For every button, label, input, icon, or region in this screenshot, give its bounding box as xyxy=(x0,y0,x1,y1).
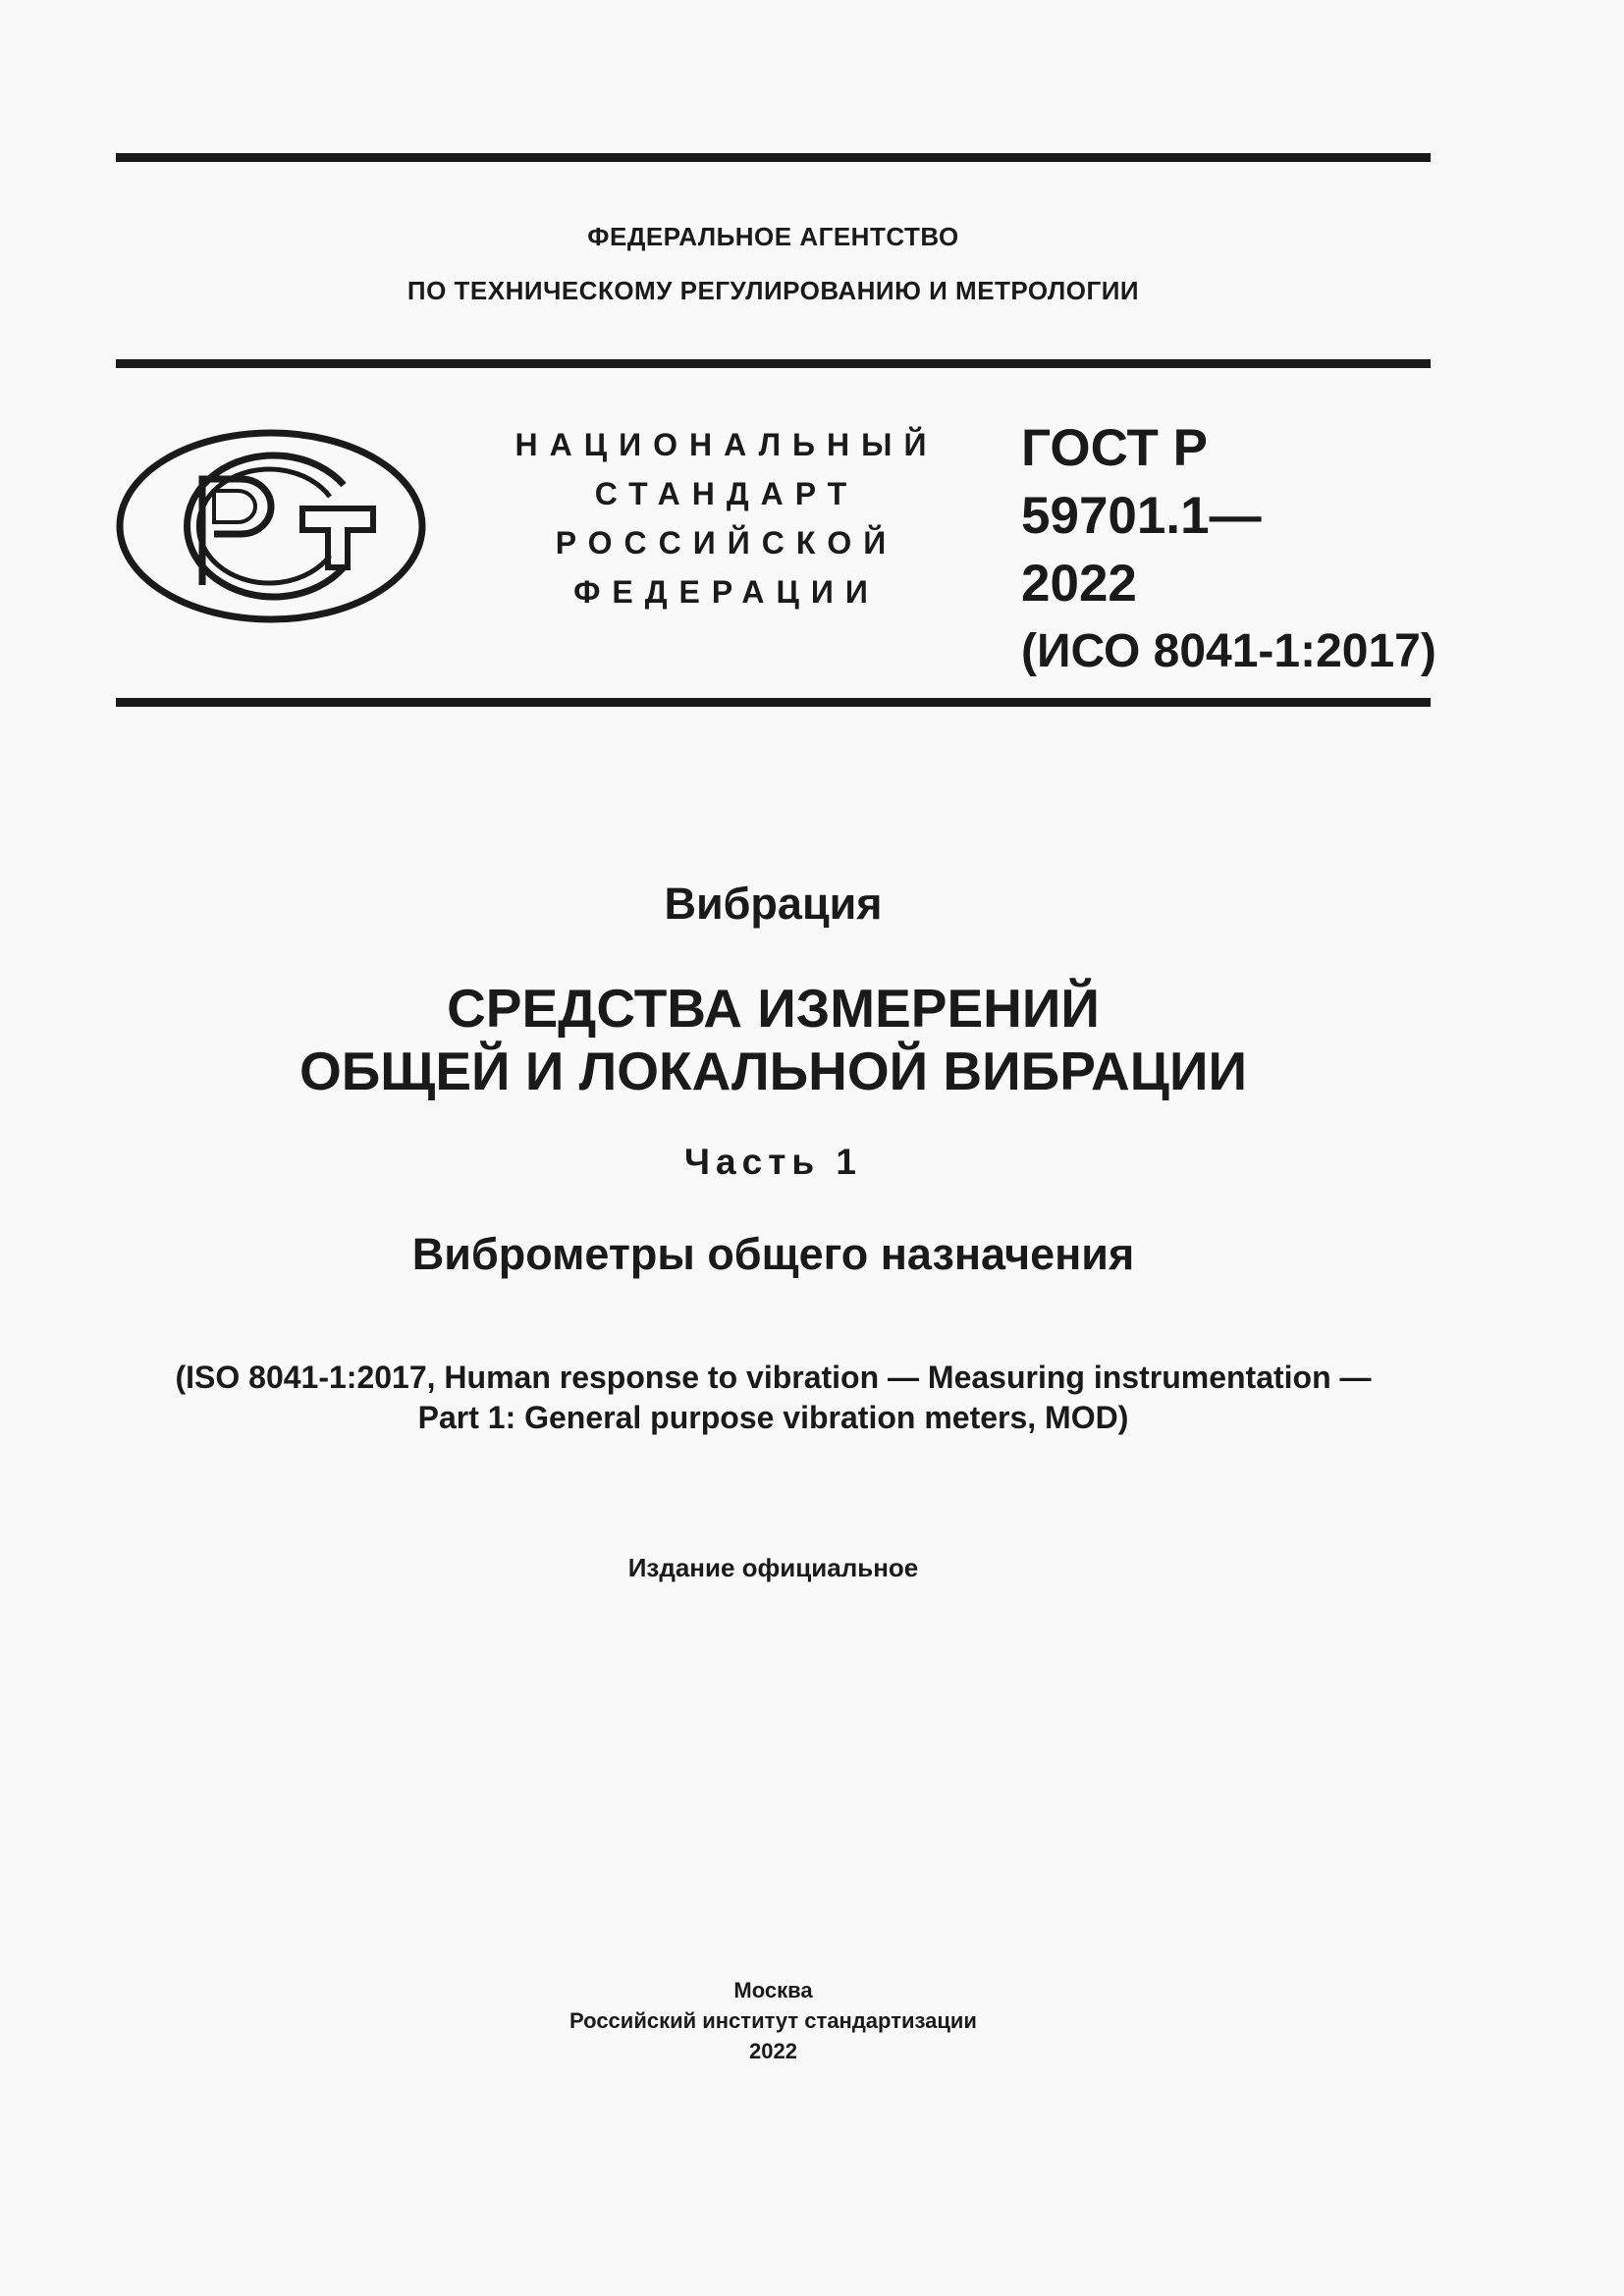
top-rule xyxy=(116,153,1431,162)
imprint-year: 2022 xyxy=(749,2039,797,2063)
imprint xyxy=(116,1975,1431,2066)
national-standard-line-4: ФЕДЕРАЦИИ xyxy=(573,574,880,610)
document-title-line-2: ОБЩЕЙ И ЛОКАЛЬНОЙ ВИБРАЦИИ xyxy=(298,1041,1248,1101)
imprint-city: Москва xyxy=(733,1978,813,2002)
iso-reference-line-2: Part 1: General purpose vibration meters, MOD) xyxy=(417,1400,1129,1435)
iso-reference-line-1: (ISO 8041-1:2017, Human response to vibration — Measuring instrumentation — xyxy=(175,1360,1372,1395)
national-standard-line-3: РОССИЙСКОЙ xyxy=(555,525,898,561)
document-subtitle: Виброметры общего назначения xyxy=(411,1229,1135,1279)
designation-rule xyxy=(116,698,1431,707)
national-standard-line-1: НАЦИОНАЛЬНЫЙ xyxy=(514,427,939,462)
iso-reference xyxy=(116,1358,1431,1438)
document-title-line-1: СРЕДСТВА ИЗМЕРЕНИЙ xyxy=(447,978,1100,1039)
national-standard-line-2: СТАНДАРТ xyxy=(594,476,859,511)
agency-line-1: ФЕДЕРАЛЬНОЕ АГЕНТСТВО xyxy=(587,222,959,251)
document-title xyxy=(116,977,1431,1102)
header-rule xyxy=(116,359,1431,368)
standard-designation xyxy=(1021,414,1434,685)
document-part: Часть 1 xyxy=(684,1142,862,1182)
national-standard-label xyxy=(471,420,982,616)
document-topic: Вибрация xyxy=(664,879,883,929)
designation-line-1: ГОСТ Р xyxy=(1021,419,1208,477)
agency-line-2: ПО ТЕХНИЧЕСКОМУ РЕГУЛИРОВАНИЮ И МЕТРОЛОГИИ xyxy=(406,276,1140,305)
designation-line-3: 2022 xyxy=(1021,555,1137,613)
designation-line-4: (ИСО 8041-1:2017) xyxy=(1021,625,1436,677)
imprint-publisher: Российский институт стандартизации xyxy=(569,2008,977,2033)
edition-note: Издание официальное xyxy=(627,1553,919,1582)
designation-line-2: 59701.1— xyxy=(1021,487,1262,545)
rst-mark-icon xyxy=(116,428,426,624)
